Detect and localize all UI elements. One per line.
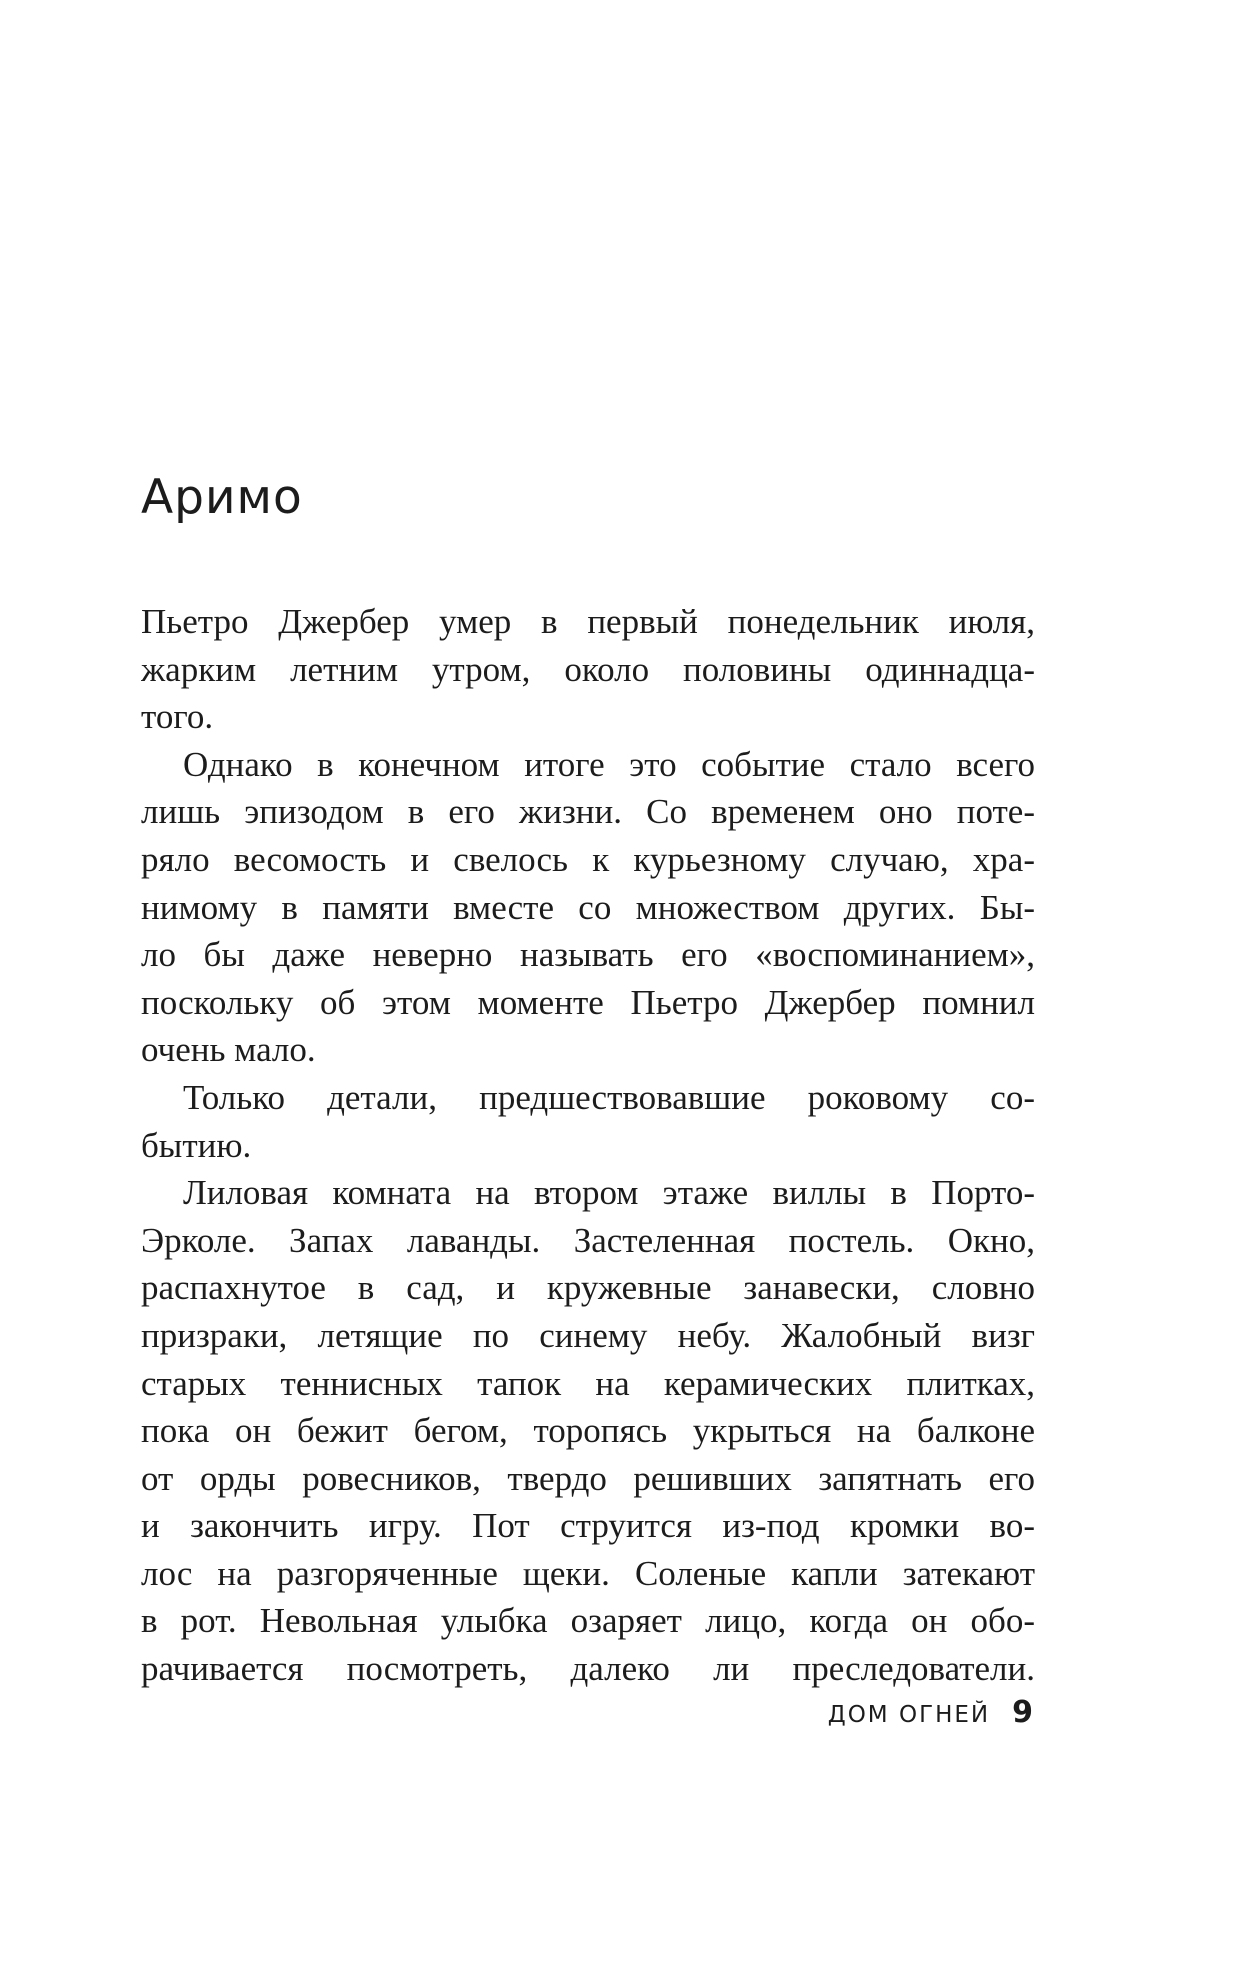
text-line: нимому в памяти вместе со множеством других. Бы-: [141, 887, 1035, 927]
text-line: старых теннисных тапок на керамических плитках,: [141, 1363, 1035, 1403]
text-line: лишь эпизодом в его жизни. Со временем оно поте-: [141, 792, 1035, 832]
text-line: Только детали, предшествовавшие роковому со-: [183, 1077, 1035, 1117]
text-line: того.: [141, 697, 214, 737]
text-line: поскольку об этом моменте Пьетро Джербер помнил: [141, 982, 1035, 1022]
text-line: и закончить игру. Пот струится из-под кромки во-: [141, 1506, 1035, 1546]
text-line: рачивается посмотреть, далеко ли преследователи.: [141, 1649, 1035, 1689]
text-line: Эрколе. Запах лаванды. Застеленная постель. Окно,: [141, 1220, 1035, 1260]
text-line: жарким летним утром, около половины одиннадца-: [141, 649, 1035, 689]
text-line: бытию.: [141, 1125, 252, 1165]
text-line: пока он бежит бегом, торопясь укрыться на балконе: [141, 1411, 1035, 1451]
text-line: ряло весомость и свелось к курьезному случаю, хра-: [141, 839, 1035, 879]
text-line: Пьетро Джербер умер в первый понедельник июля,: [141, 602, 1035, 641]
text-line: Однако в конечном итоге это событие стало всего: [183, 744, 1035, 784]
text-line: ло бы даже неверно называть его «воспоминанием»,: [141, 935, 1035, 975]
text-line: от орды ровесников, твердо решивших запятнать его: [141, 1458, 1035, 1498]
text-line: распахнутое в сад, и кружевные занавески, словно: [141, 1268, 1035, 1308]
page-number: 9: [1012, 1695, 1033, 1730]
text-line: в рот. Невольная улыбка озаряет лицо, когда он обо-: [141, 1601, 1035, 1641]
running-title: ДОМ ОГНЕЙ: [827, 1702, 991, 1728]
text-line: очень мало.: [141, 1030, 316, 1070]
chapter-title: Аримо: [141, 470, 303, 525]
page-footer: [828, 1695, 1033, 1730]
text-line: призраки, летящие по синему небу. Жалобный визг: [141, 1315, 1035, 1355]
text-line: лос на разгоряченные щеки. Соленые капли затекают: [141, 1553, 1035, 1593]
text-line: Лиловая комната на втором этаже виллы в Порто-: [183, 1173, 1035, 1213]
body-text: [141, 598, 1035, 1693]
